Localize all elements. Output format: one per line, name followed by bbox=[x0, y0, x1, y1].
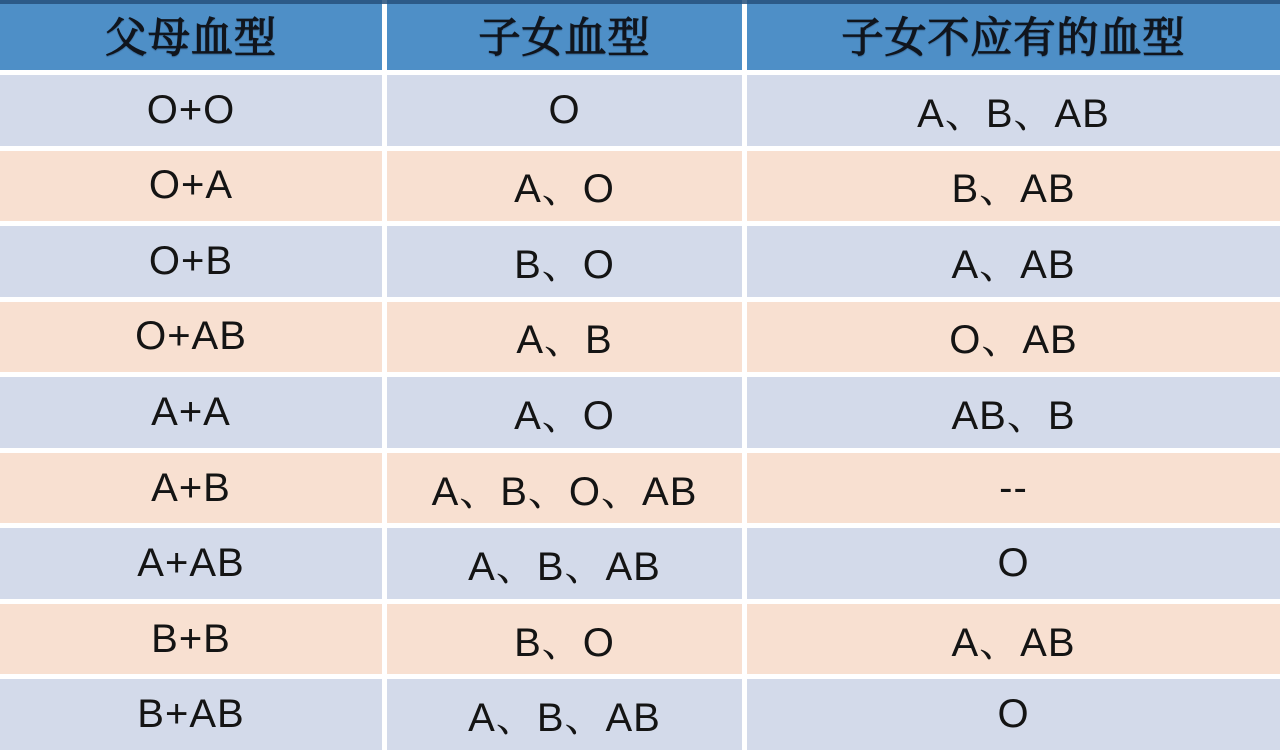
cell-parents: O+AB bbox=[0, 302, 382, 373]
cell-children: A、B bbox=[387, 302, 742, 373]
cell-excluded: A、B、AB bbox=[747, 75, 1280, 146]
column-header-children: 子女血型 bbox=[387, 0, 742, 70]
cell-parents: O+B bbox=[0, 226, 382, 297]
cell-parents: A+A bbox=[0, 377, 382, 448]
cell-excluded: -- bbox=[747, 453, 1280, 524]
cell-excluded: B、AB bbox=[747, 151, 1280, 222]
cell-parents: A+B bbox=[0, 453, 382, 524]
cell-excluded: A、AB bbox=[747, 604, 1280, 675]
cell-excluded: A、AB bbox=[747, 226, 1280, 297]
cell-parents: B+AB bbox=[0, 679, 382, 750]
cell-excluded: AB、B bbox=[747, 377, 1280, 448]
cell-children: B、O bbox=[387, 604, 742, 675]
cell-parents: A+AB bbox=[0, 528, 382, 599]
cell-parents: O+A bbox=[0, 151, 382, 222]
cell-excluded: O bbox=[747, 528, 1280, 599]
cell-children: B、O bbox=[387, 226, 742, 297]
cell-children: A、O bbox=[387, 151, 742, 222]
cell-parents: O+O bbox=[0, 75, 382, 146]
cell-excluded: O、AB bbox=[747, 302, 1280, 373]
top-edge-line bbox=[0, 0, 1280, 4]
column-header-parents: 父母血型 bbox=[0, 0, 382, 70]
cell-parents: B+B bbox=[0, 604, 382, 675]
cell-excluded: O bbox=[747, 679, 1280, 750]
cell-children: A、B、AB bbox=[387, 679, 742, 750]
cell-children: A、B、AB bbox=[387, 528, 742, 599]
cell-children: A、B、O、AB bbox=[387, 453, 742, 524]
cell-children: O bbox=[387, 75, 742, 146]
cell-children: A、O bbox=[387, 377, 742, 448]
column-header-excluded: 子女不应有的血型 bbox=[747, 0, 1280, 70]
